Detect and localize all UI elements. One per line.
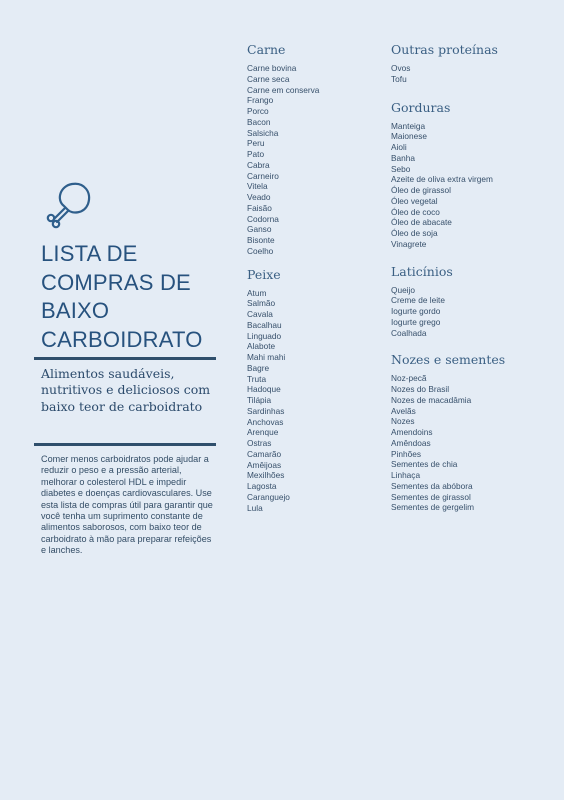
divider-bottom [34,443,216,446]
section-heading: Peixe [247,266,281,282]
section-heading: Gorduras [391,99,451,115]
column-right [391,41,551,521]
list-item: Anchovas [247,416,284,427]
list-item: Hadoque [247,384,281,395]
list-item: Sementes de gergelim [391,502,475,513]
list-item: Bacon [247,116,271,127]
list-item: Amêijoas [247,459,282,470]
list-item: Banha [391,152,415,163]
list-item: Ostras [247,438,272,448]
list-item: Lagosta [247,481,277,491]
list-item: Avelãs [391,405,416,416]
list-item: Noz-pecã [391,373,427,384]
list-item: Vitela [247,181,268,192]
list-item: Coalhada [391,327,427,338]
list-item: Pinhões [391,448,421,459]
section-heading: Laticínios [391,263,453,279]
list-item: Truta [247,373,267,384]
list-item: Cabra [247,159,270,170]
list-item: Tofu [391,73,407,84]
item-list [247,63,407,257]
list-item: Veado [247,192,271,202]
list-item: Aioli [391,142,407,152]
list-item: Óleo vegetal [391,195,438,206]
list-item: Sementes de chia [391,459,458,470]
item-list [247,288,407,514]
item-list [391,373,551,513]
list-item: Óleo de soja [391,228,438,238]
page-title: LISTA DE COMPRAS DE BAIXO CARBOIDRATO [41,241,203,352]
list-item: Óleo de coco [391,206,440,217]
list-item: Salsicha [247,127,279,138]
section-peixe [247,266,407,514]
list-item: Iogurte gordo [391,306,441,316]
list-item: Azeite de oliva extra virgem [391,174,493,185]
list-item: Salmão [247,298,276,309]
section-heading: Carne [247,42,286,57]
list-item: Óleo de girassol [391,185,451,195]
list-item: Alabote [247,341,276,352]
list-item: Amendoins [391,427,433,437]
list-item: Carne seca [247,73,290,84]
list-item: Carne em conserva [247,84,320,95]
description: Comer menos carboidratos pode ajudar a reduzir o peso e a pressão arterial, melhorar o colesterol HDL e impedir diabetes e doenças cardiovasculares. Use esta lista de compras útil para garantir que você tenha um suprimento constante de alimentos saborosos, com baixo teor de carboidrato à mão para preparar refeições e lanches. [41,454,213,556]
list-item: Peru [247,138,265,149]
list-item: Bacalhau [247,319,282,330]
list-item: Linhaça [391,470,421,480]
list-item: Frango [247,95,274,106]
list-item: Pato [247,149,265,159]
list-item: Iogurte grego [391,316,441,327]
list-item: Codorna [247,213,279,224]
list-item: Ovos [391,63,411,73]
list-item: Manteiga [391,120,426,131]
list-item: Vinagrete [391,238,427,249]
list-item: Lula [247,502,263,513]
list-item: Mexilhões [247,470,285,481]
list-item: Maionese [391,131,427,142]
list-item: Camarão [247,448,282,459]
list-item: Nozes do Brasil [391,384,450,394]
list-item: Amêndoas [391,437,431,448]
list-item: Óleo de abacate [391,217,452,228]
list-item: Carne bovina [247,63,297,73]
drumstick-icon [42,180,94,232]
list-item: Caranguejo [247,491,290,502]
section-nozes-sementes [391,351,551,513]
list-item: Sementes de girassol [391,491,471,502]
section-gorduras [391,99,551,250]
divider-top [34,357,216,360]
list-item: Carneiro [247,170,279,181]
item-list [391,63,551,85]
item-list [391,121,551,250]
list-item: Sardinhas [247,405,285,416]
list-item: Cavala [247,309,273,319]
column-left [247,41,407,521]
list-item: Nozes de macadâmia [391,394,472,405]
list-item: Queijo [391,284,415,295]
list-item: Arenque [247,427,279,438]
list-item: Faisão [247,202,272,213]
list-item: Coelho [247,245,274,256]
list-item: Mahi mahi [247,352,286,362]
list-item: Tilápia [247,395,272,405]
list-item: Sebo [391,163,411,174]
list-item: Sementes da abóbora [391,480,473,491]
list-item: Atum [247,287,267,298]
section-heading: Nozes e sementes [391,352,506,368]
list-item: Ganso [247,224,272,235]
section-heading: Outras proteínas [391,42,498,57]
list-item: Porco [247,106,269,116]
list-item: Bisonte [247,235,275,245]
list-item: Creme de leite [391,295,445,306]
section-outras-proteinas [391,41,551,85]
section-carne [247,41,407,257]
list-item: Linguado [247,330,282,341]
item-list [391,285,551,339]
subtitle: Alimentos saudáveis, nutritivos e deliciosos com baixo teor de carboidrato [41,366,211,414]
list-item: Nozes [391,416,415,427]
list-item: Bagre [247,362,270,373]
section-laticinios [391,263,551,339]
